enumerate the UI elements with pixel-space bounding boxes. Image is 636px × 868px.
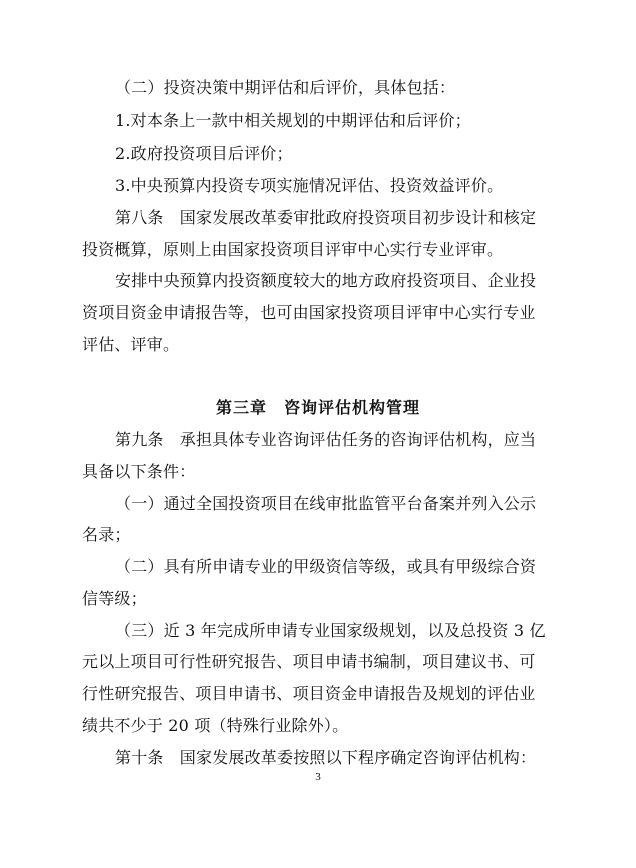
paragraph-line: 2.政府投资项目后评价； xyxy=(115,144,293,163)
paragraph-line: （一）通过全国投资项目在线审批监管平台备案并列入公示 xyxy=(115,494,537,513)
paragraph-line: 第九条 承担具体专业咨询评估任务的咨询评估机构，应当 xyxy=(115,430,537,449)
paragraph-line: 3.中央预算内投资专项实施情况评估、投资效益评价。 xyxy=(115,176,504,195)
paragraph-line: （二）投资决策中期评估和后评价，具体包括： xyxy=(115,78,456,97)
paragraph-line: 名录； xyxy=(82,525,131,544)
paragraph-line: 安排中央预算内投资额度较大的地方政府投资项目、企业投 xyxy=(115,271,537,290)
paragraph-line: 信等级； xyxy=(82,589,147,608)
paragraph-line: 元以上项目可行性研究报告、项目申请书编制，项目建议书、可 xyxy=(82,652,536,671)
paragraph-line: 绩共不少于 20 项（特殊行业除外）。 xyxy=(82,716,349,735)
paragraph-line: （二）具有所申请专业的甲级资信等级，或具有甲级综合资 xyxy=(115,557,537,576)
paragraph-line: （三）近 3 年完成所申请专业国家级规划，以及总投资 3 亿 xyxy=(115,621,546,640)
paragraph-line: 第八条 国家发展改革委审批政府投资项目初步设计和核定 xyxy=(115,208,537,227)
chapter-heading: 第三章 咨询评估机构管理 xyxy=(215,398,420,417)
paragraph-line: 行性研究报告、项目申请书、项目资金申请报告及规划的评估业 xyxy=(82,684,536,703)
paragraph-line: 第十条 国家发展改革委按照以下程序确定咨询评估机构： xyxy=(115,748,537,767)
paragraph-line: 资项目资金申请报告等，也可由国家投资项目评审中心实行专业 xyxy=(82,303,536,322)
page-number: 3 xyxy=(315,771,321,783)
paragraph-line: 具备以下条件： xyxy=(82,462,196,481)
paragraph-line: 投资概算，原则上由国家投资项目评审中心实行专业评审。 xyxy=(82,240,504,259)
paragraph-line: 1.对本条上一款中相关规划的中期评估和后评价； xyxy=(115,111,471,130)
paragraph-line: 评估、评审。 xyxy=(82,335,180,354)
